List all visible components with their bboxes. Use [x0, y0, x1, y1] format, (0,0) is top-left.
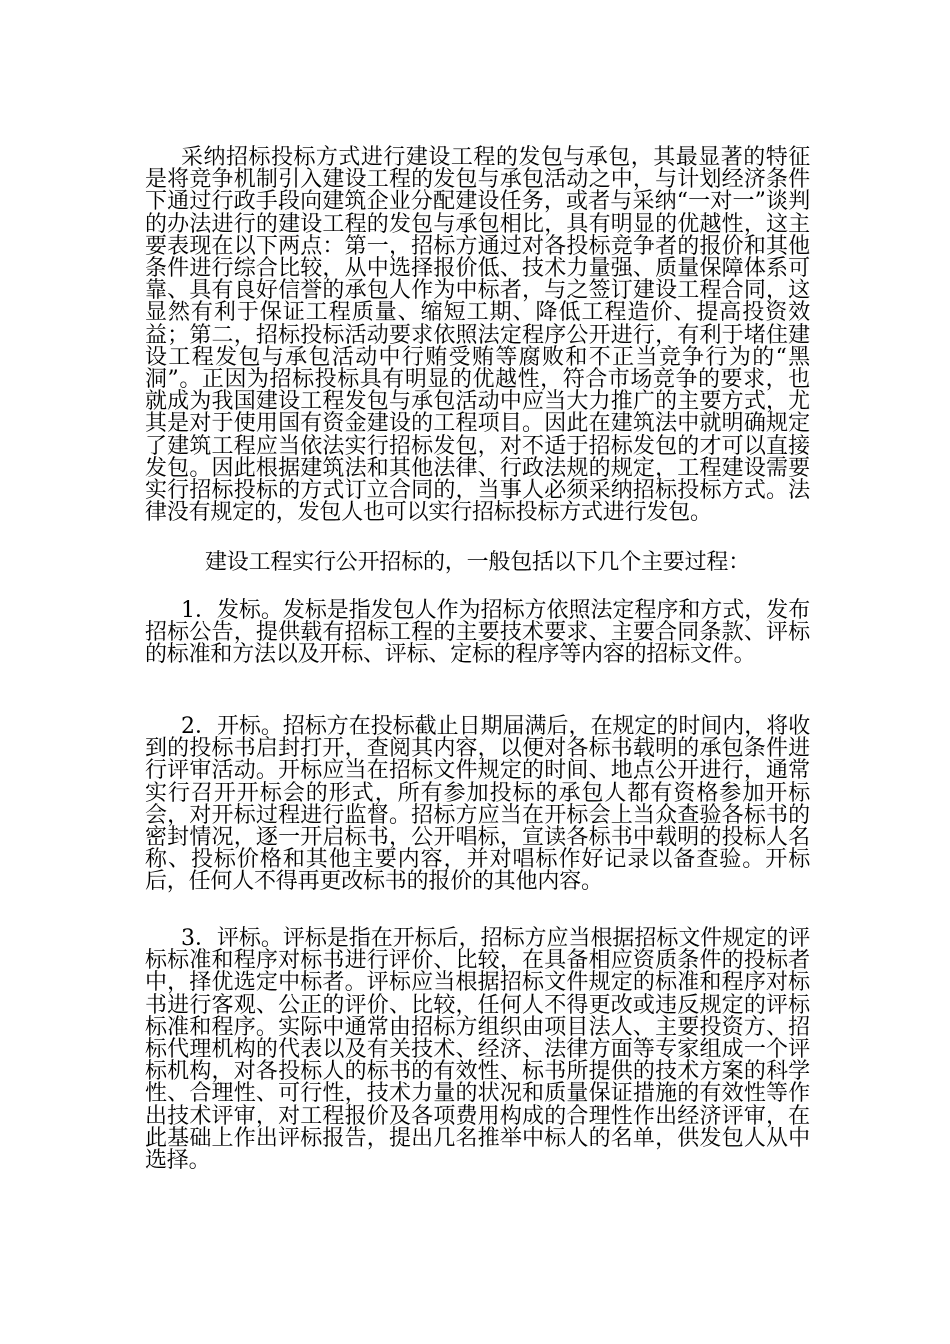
paragraph-process-lead: 建设工程实行公开招标的，一般包括以下几个主要过程：	[205, 550, 751, 575]
paragraph-intro: 采纳招标投标方式进行建设工程的发包与承包，其最显著的特征是将竞争机制引入建设工程的发包与承包活动之中，与计划经济条件下通过行政手段向建筑企业分配建设任务，或者与采纳“一对一”谈判的办法进行的建设工程的发包与承包相比，具有明显的优越性，这主要表现在以下两点：第一，招标方通过对各投标竞争者的报价和其他条件进行综合比较，从中选择报价低、技术力量强、质量保障体系可靠、具有良好信誉的承包人作为中标者，与之签订建设工程合同，这显然有利于保证工程质量、缩短工期、降低工程造价、提高投资效益；第二，招标投标活动要求依照法定程序公开进行，有利于堵住建设工程发包与承包活动中行贿受贿等腐败和不正当竞争行为的“黑洞”。正因为招标投标具有明显的优越性，符合市场竞争的要求，也就成为我国建设工程发包与承包活动中应当大力推广的主要方式，尤其是对于使用国有资金建设的工程项目。因此在建筑法中就明确规定了建筑工程应当依法实行招标发包，对不适于招标发包的才可以直接发包。因此根据建筑法和其他法律、行政法规的规定，工程建设需要实行招标投标的方式订立合同的，当事人必须采纳招标投标方式。法律没有规定的，发包人也可以实行招标投标方式进行发包。	[145, 145, 810, 526]
paragraph-step-2-open: 2．开标。招标方在投标截止日期届满后，在规定的时间内，将收到的投标书启封打开，查阅其内容，以便对各标书载明的承包条件进行评审活动。开标应当在招标文件规定的时间、地点公开进行，通常实行召开开标会的形式，所有参加投标的承包人都有资格参加开标会，对开标过程进行监督。招标方应当在开标会上当众查验各标书的密封情况，逐一开启标书，公开唱标，宣读各标书中载明的投标人名称、投标价格和其他主要内容，并对唱标作好记录以备查验。开标后，任何人不得再更改标书的报价的其他内容。	[145, 714, 810, 895]
paragraph-step-3-evaluate: 3．评标。评标是指在开标后，招标方应当根据招标文件规定的评标标准和程序对标书进行评价、比较，在具备相应资质条件的投标者中，择优选定中标者。评标应当根据招标文件规定的标准和程序对标书进行客观、公正的评价、比较，任何人不得更改或违反规定的评标标准和程序。实际中通常由招标方组织由项目法人、主要投资方、招标代理机构的代表以及有关技术、经济、法律方面等专家组成一个评标机构，对各投标人的标书的有效性、标书所提供的技术方案的科学性、合理性、可行性，技术力量的状况和质量保证措施的有效性等作出技术评审，对工程报价及各项费用构成的合理性作出经济评审，在此基础上作出评标报告，提出几名推举中标人的名单，供发包人从中选择。	[145, 926, 810, 1174]
paragraph-step-1-issue: 1．发标。发标是指发包人作为招标方依照法定程序和方式，发布招标公告，提供载有招标工程的主要技术要求、主要合同条款、评标的标准和方法以及开标、评标、定标的程序等内容的招标文件。	[145, 598, 810, 668]
